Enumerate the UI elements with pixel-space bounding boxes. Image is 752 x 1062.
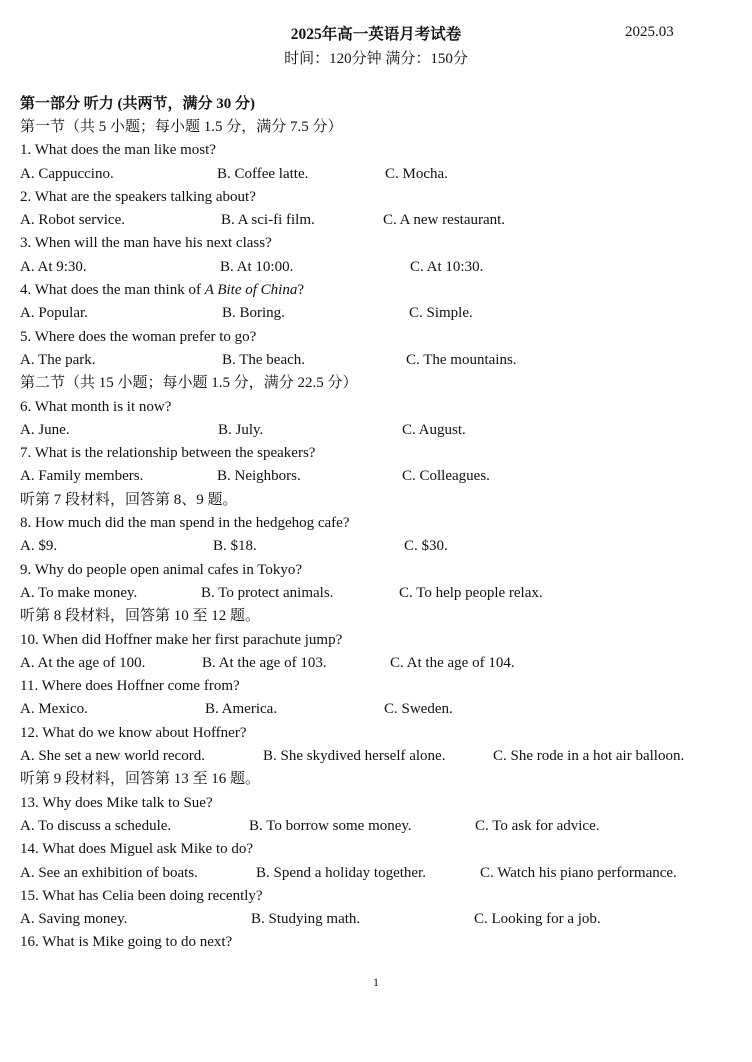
answer-options bbox=[20, 582, 735, 605]
question-text: 10. When did Hoffner make her first parachute jump? bbox=[20, 631, 343, 648]
question bbox=[20, 675, 735, 698]
answer-option: A. Family members. bbox=[20, 468, 144, 485]
answer-option: A. See an exhibition of boats. bbox=[20, 864, 198, 881]
instruction-text: 第一节（共 5 小题；每小题 1.5 分，满分 7.5 分） bbox=[20, 119, 343, 135]
question bbox=[20, 931, 735, 954]
question-title-italic: A Bite of China bbox=[204, 282, 298, 299]
answer-option: C. To help people relax. bbox=[399, 584, 543, 601]
exam-title: 2025年高一英语月考试卷 bbox=[290, 26, 462, 43]
question bbox=[20, 396, 735, 419]
question-list bbox=[20, 116, 735, 955]
answer-option: C. She rode in a hot air balloon. bbox=[493, 748, 685, 765]
section-instruction bbox=[20, 768, 735, 791]
answer-option: C. Colleagues. bbox=[402, 468, 490, 485]
question-text: 7. What is the relationship between the speakers? bbox=[20, 445, 316, 462]
question-text: 16. What is Mike going to do next? bbox=[20, 934, 233, 951]
answer-option: B. July. bbox=[218, 421, 264, 438]
question-text: 12. What do we know about Hoffner? bbox=[20, 724, 247, 741]
question bbox=[20, 279, 735, 302]
page-number: 1 bbox=[373, 975, 379, 989]
answer-option: A. She set a new world record. bbox=[20, 748, 205, 765]
question bbox=[20, 186, 735, 209]
answer-options bbox=[20, 745, 735, 768]
section-instruction bbox=[20, 605, 735, 628]
part-heading: 第一部分 听力 (共两节，满分 30 分) bbox=[20, 96, 255, 112]
answer-option: A. Popular. bbox=[20, 305, 88, 322]
answer-option: B. To borrow some money. bbox=[249, 817, 412, 834]
instruction-text: 第二节（共 15 小题；每小题 1.5 分，满分 22.5 分） bbox=[20, 375, 358, 392]
instruction-text: 听第 9 段材料，回答第 13 至 16 题。 bbox=[20, 771, 261, 788]
question-punctuation: ? bbox=[297, 282, 304, 299]
answer-option: A. Robot service. bbox=[20, 212, 125, 229]
question bbox=[20, 885, 735, 908]
question bbox=[20, 139, 735, 162]
answer-options bbox=[20, 862, 735, 885]
question bbox=[20, 792, 735, 815]
question bbox=[20, 442, 735, 465]
answer-option: B. Boring. bbox=[222, 305, 285, 322]
answer-option: C. To ask for advice. bbox=[475, 817, 600, 834]
question bbox=[20, 722, 735, 745]
answer-option: C. The mountains. bbox=[406, 351, 517, 368]
question-text: 11. Where does Hoffner come from? bbox=[20, 678, 240, 695]
answer-options bbox=[20, 349, 735, 372]
question-text: 2. What are the speakers talking about? bbox=[20, 188, 256, 205]
question-text: 13. Why does Mike talk to Sue? bbox=[20, 794, 213, 811]
answer-options bbox=[20, 908, 735, 931]
answer-option: C. At 10:30. bbox=[410, 258, 484, 275]
answer-options bbox=[20, 209, 735, 232]
answer-options bbox=[20, 256, 735, 279]
answer-options bbox=[20, 535, 735, 558]
question bbox=[20, 326, 735, 349]
answer-option: B. At 10:00. bbox=[220, 258, 294, 275]
answer-options bbox=[20, 302, 735, 325]
answer-options bbox=[20, 698, 735, 721]
section-instruction bbox=[20, 372, 735, 395]
answer-option: A. At the age of 100. bbox=[20, 654, 146, 671]
question bbox=[20, 559, 735, 582]
instruction-text: 听第 8 段材料，回答第 10 至 12 题。 bbox=[20, 608, 261, 625]
answer-option: A. $9. bbox=[20, 538, 58, 555]
answer-option: B. America. bbox=[205, 701, 278, 718]
answer-option: A. At 9:30. bbox=[20, 258, 87, 275]
answer-option: B. The beach. bbox=[222, 351, 306, 368]
answer-option: C. Looking for a job. bbox=[474, 911, 601, 928]
answer-option: A. To make money. bbox=[20, 584, 138, 601]
answer-option: B. To protect animals. bbox=[201, 584, 334, 601]
answer-options bbox=[20, 465, 735, 488]
question-text: 4. What does the man think of bbox=[20, 282, 205, 299]
answer-options bbox=[20, 815, 735, 838]
instruction-text: 听第 7 段材料，回答第 8、9 题。 bbox=[20, 491, 238, 508]
answer-option: A. June. bbox=[20, 421, 70, 438]
answer-option: B. A sci-fi film. bbox=[221, 212, 315, 229]
answer-options bbox=[20, 652, 735, 675]
answer-option: C. Mocha. bbox=[385, 165, 448, 182]
answer-option: A. Saving money. bbox=[20, 911, 128, 928]
question-text: 9. Why do people open animal cafes in Tokyo? bbox=[20, 561, 303, 578]
exam-subtitle: 时间：120分钟 满分：150分 bbox=[284, 51, 468, 67]
answer-option: B. $18. bbox=[213, 538, 257, 555]
question-text: 3. When will the man have his next class? bbox=[20, 235, 272, 252]
exam-date: 2025.03 bbox=[625, 24, 674, 40]
answer-option: C. August. bbox=[402, 421, 466, 438]
question-text: 6. What month is it now? bbox=[20, 398, 172, 415]
question-text: 14. What does Miguel ask Mike to do? bbox=[20, 841, 254, 858]
section-instruction bbox=[20, 116, 735, 139]
answer-option: A. Mexico. bbox=[20, 701, 88, 718]
answer-option: A. To discuss a schedule. bbox=[20, 817, 172, 834]
answer-option: A. Cappuccino. bbox=[20, 165, 114, 182]
question bbox=[20, 512, 735, 535]
answer-option: A. The park. bbox=[20, 351, 96, 368]
question-text: 5. Where does the woman prefer to go? bbox=[20, 328, 257, 345]
question-text: 1. What does the man like most? bbox=[20, 142, 216, 159]
section-instruction bbox=[20, 489, 735, 512]
answer-option: B. She skydived herself alone. bbox=[263, 748, 446, 765]
answer-option: C. Simple. bbox=[409, 305, 473, 322]
question-text: 15. What has Celia been doing recently? bbox=[20, 887, 263, 904]
question bbox=[20, 629, 735, 652]
answer-option: B. Neighbors. bbox=[217, 468, 301, 485]
answer-options bbox=[20, 419, 735, 442]
question-text: 8. How much did the man spend in the hedgehog cafe? bbox=[20, 515, 350, 532]
answer-option: B. Studying math. bbox=[251, 911, 361, 928]
answer-options bbox=[20, 163, 735, 186]
answer-option: C. $30. bbox=[404, 538, 448, 555]
question bbox=[20, 838, 735, 861]
answer-option: C. A new restaurant. bbox=[383, 212, 506, 229]
question bbox=[20, 232, 735, 255]
answer-option: C. Watch his piano performance. bbox=[480, 864, 677, 881]
answer-option: B. Spend a holiday together. bbox=[256, 864, 426, 881]
answer-option: C. At the age of 104. bbox=[390, 654, 515, 671]
answer-option: B. Coffee latte. bbox=[217, 165, 309, 182]
answer-option: B. At the age of 103. bbox=[202, 654, 327, 671]
answer-option: C. Sweden. bbox=[384, 701, 453, 718]
